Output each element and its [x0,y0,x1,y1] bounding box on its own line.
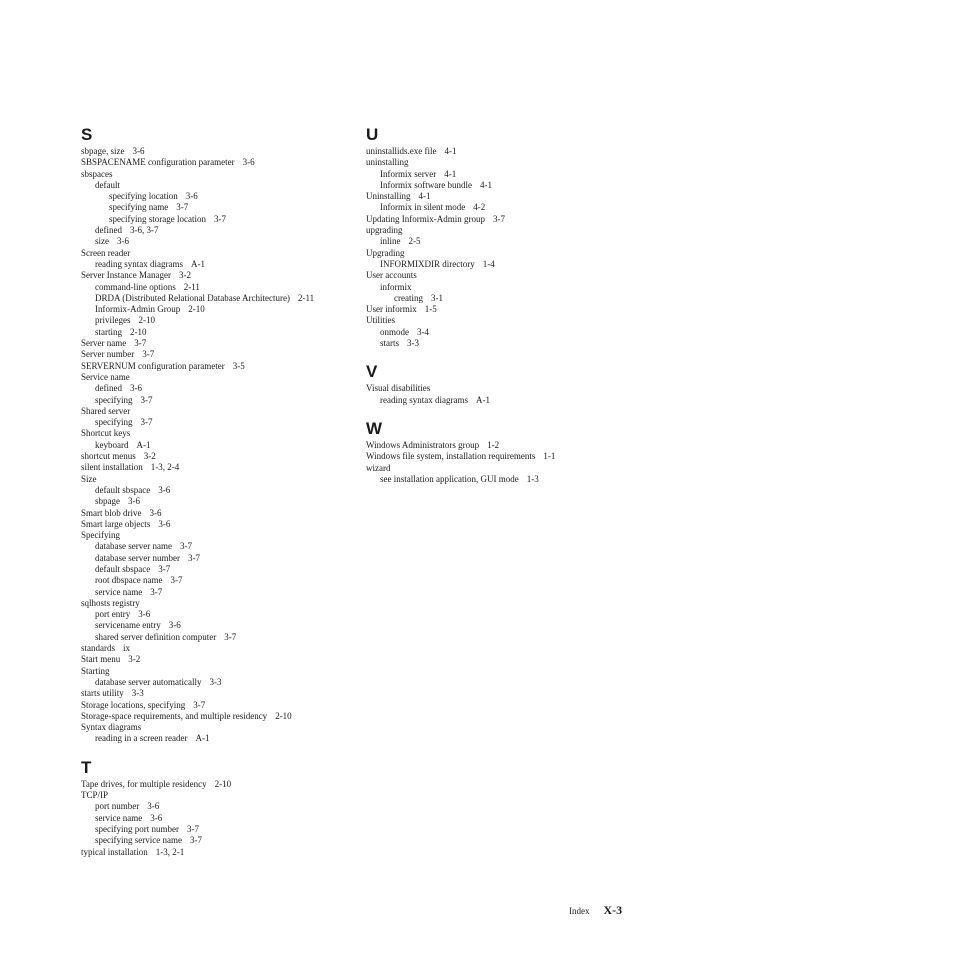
entry-term: Upgrading [366,247,405,258]
entry-term: onmode [380,326,409,337]
entry-page-ref: 3-2 [128,654,141,665]
index-entry [366,440,646,451]
index-entry [81,666,351,677]
entry-page-ref: 3-7 [140,394,153,405]
index-entry [366,157,646,168]
index-entry [81,146,351,157]
entry-page-ref: 3-7 [492,213,505,224]
index-entry [81,372,351,383]
entry-term: Specifying [81,530,120,541]
entry-term: default sbspace [95,484,151,495]
index-subentry [81,824,351,835]
entry-term: shortcut menus [81,451,136,462]
index-subentry [366,169,646,180]
entry-term: creating [394,292,423,303]
index-entry [81,722,351,733]
entry-term: Smart large objects [81,518,151,529]
entry-page-ref: 3-7 [142,349,155,360]
entry-page-ref: 2-11 [183,281,200,292]
page-footer [569,901,622,919]
entry-term: User informix [366,304,417,315]
index-entry [81,248,351,259]
index-entry [81,598,351,609]
entry-term: standards [81,643,115,654]
entry-page-ref: 3-7 [150,586,163,597]
entry-term: Informix server [380,168,437,179]
index-subentry [366,259,646,270]
entry-page-ref: 3-6 [132,146,145,156]
entry-page-ref: 3-7 [186,823,199,834]
entry-term: INFORMIXDIR directory [380,258,475,269]
entry-page-ref: 3-7 [193,699,206,710]
index-subentry [81,620,351,631]
entry-term: sbpage [95,496,120,507]
section-letter: T [81,757,92,777]
index-entry-list [366,146,646,349]
entry-term: specifying [95,417,133,428]
index-subentry [81,632,351,643]
index-entry [81,790,351,801]
entry-term: database server name [95,541,172,552]
entry-term: Informix software bundle [380,179,472,190]
entry-term: Visual disabilities [366,383,431,394]
entry-term: Shortcut keys [81,428,131,439]
entry-page-ref: 3-6, 3-7 [130,225,159,236]
entry-page-ref: 2-10 [130,326,147,337]
entry-page-ref: 3-6 [117,236,129,247]
entry-term: Size [81,473,97,484]
entry-page-ref: 3-6 [158,484,171,495]
index-entry [81,361,351,372]
index-subentry [366,338,646,349]
entry-term: wizard [366,462,391,473]
index-subentry [81,496,351,507]
entry-page-ref: 2-10 [138,315,155,326]
entry-page-ref: 4-2 [473,202,486,213]
entry-term: SERVERNUM configuration parameter [81,360,225,371]
index-section-u [366,125,646,349]
index-subentry [81,813,351,824]
entry-term: sbpage, size [81,146,125,156]
entry-page-ref: 3-6 [128,496,140,507]
index-entry [81,270,351,281]
entry-term: uninstallids.exe file [366,146,437,156]
index-entry-list [366,440,646,485]
index-subentry [81,564,351,575]
index-subentry [366,395,646,406]
entry-term: Informix in silent mode [380,202,466,213]
entry-term: Tape drives, for multiple residency [81,778,207,789]
entry-term: Start menu [81,654,121,665]
entry-term: Service name [81,371,130,382]
entry-page-ref: 3-6 [242,157,255,168]
entry-page-ref: A-1 [195,733,210,744]
entry-term: specifying port number [95,823,179,834]
entry-term: privileges [95,315,131,326]
entry-term: User accounts [366,270,417,281]
entry-term: starts utility [81,688,124,699]
entry-term: size [95,236,109,247]
index-entry [366,146,646,157]
entry-term: port number [95,801,140,812]
index-subentry [81,327,351,338]
index-entry [81,338,351,349]
index-entry [366,191,646,202]
index-subentry [81,282,351,293]
index-subentry [81,180,351,191]
index-subentry [81,417,351,428]
entry-term: sbspaces [81,168,113,179]
entry-term: Server name [81,338,127,349]
entry-term: TCP/IP [81,790,109,801]
entry-page-ref: 3-7 [140,417,153,428]
entry-term: Syntax diagrams [81,722,142,733]
entry-term: default [95,179,120,190]
entry-term: default sbspace [95,563,151,574]
index-subentry [81,315,351,326]
entry-term: specifying location [109,191,178,202]
entry-page-ref: 4-1 [444,146,457,156]
index-subentry [81,236,351,247]
entry-term: Storage-space requirements, and multiple residency [81,710,268,721]
entry-page-ref: 3-6 [138,609,151,620]
index-section-s [81,125,351,745]
entry-term: sqlhosts registry [81,597,140,608]
entry-term: database server automatically [95,676,202,687]
index-entry [81,462,351,473]
entry-term: defined [95,383,122,394]
entry-term: silent installation [81,462,143,473]
index-entry [81,530,351,541]
entry-term: DRDA (Distributed Relational Database Architecture) [95,292,290,303]
index-subentry [81,214,351,225]
section-letter: V [366,362,378,382]
index-subentry [81,440,351,451]
index-column-right [366,125,646,498]
entry-page-ref: 3-6 [150,812,163,823]
index-entry [81,428,351,439]
index-entry [81,688,351,699]
index-subentry [366,293,646,304]
index-entry [81,474,351,485]
index-entry [81,519,351,530]
entry-page-ref: 3-7 [170,575,183,586]
entry-term: specifying [95,394,133,405]
index-subentry [81,609,351,620]
index-entry [81,349,351,360]
entry-page-ref: A-1 [190,258,205,269]
index-subentry [81,835,351,846]
entry-term: Starting [81,665,110,676]
index-subentry [366,180,646,191]
entry-term: Windows file system, installation requirements [366,451,536,462]
entry-page-ref: ix [123,643,131,654]
entry-page-ref: 3-7 [213,213,226,224]
entry-page-ref: 3-7 [134,338,147,349]
index-entry [366,248,646,259]
entry-page-ref: 3-7 [176,202,189,213]
entry-term: Smart blob drive [81,507,142,518]
entry-page-ref: 3-6 [185,191,198,202]
index-subentry [81,485,351,496]
entry-term: specifying storage location [109,213,206,224]
footer-page-number: X-3 [603,903,623,917]
entry-term: typical installation [81,846,148,857]
entry-term: Informix-Admin Group [95,304,181,315]
index-entry [81,169,351,180]
entry-term: inline [380,236,401,247]
entry-term: shared server definition computer [95,631,217,642]
entry-term: servicename entry [95,620,161,631]
entry-term: Screen reader [81,247,131,258]
section-letter: S [81,125,93,144]
index-subentry [81,191,351,202]
entry-term: Server number [81,349,135,360]
index-entry [81,157,351,168]
footer-label: Index [569,906,590,916]
index-subentry [81,383,351,394]
index-section-v [366,362,646,406]
entry-term: starts [380,338,399,349]
entry-term: root dbspace name [95,575,163,586]
entry-term: Shared server [81,405,131,416]
entry-term: Server Instance Manager [81,270,171,281]
index-entry [366,315,646,326]
entry-page-ref: 3-7 [179,541,192,552]
index-entry [81,451,351,462]
index-subentry [366,327,646,338]
entry-page-ref: 3-5 [232,360,245,371]
section-letter: U [366,125,379,144]
index-entry [366,270,646,281]
index-subentry [81,733,351,744]
entry-page-ref: A-1 [475,394,490,405]
entry-page-ref: 4-1 [444,168,457,179]
entry-page-ref: 2-11 [297,292,315,303]
index-entry [366,304,646,315]
entry-page-ref: 3-7 [224,631,237,642]
index-entry [366,225,646,236]
entry-term: specifying name [109,202,169,213]
entry-term: reading syntax diagrams [95,258,183,269]
entry-page-ref: A-1 [136,439,151,450]
index-entry-list [81,146,351,745]
entry-page-ref: 4-1 [418,191,431,202]
entry-page-ref: 1-3, 2-1 [155,846,185,857]
index-subentry [81,304,351,315]
entry-page-ref: 3-3 [131,688,144,699]
index-subentry [366,282,646,293]
index-entry [81,847,351,858]
entry-page-ref: 3-6 [168,620,181,631]
entry-page-ref: 3-6 [130,383,142,394]
index-section-w [366,419,646,485]
index-entry [366,463,646,474]
entry-page-ref: 3-7 [189,835,202,846]
entry-term: upgrading [366,225,403,236]
entry-term: Updating Informix-Admin group [366,213,485,224]
index-entry [366,383,646,394]
index-subentry [81,553,351,564]
index-entry-list [366,383,646,406]
entry-page-ref: 1-5 [424,304,437,315]
index-entry-list [81,779,351,858]
entry-term: Windows Administrators group [366,439,480,450]
index-entry [366,451,646,462]
index-subentry [81,202,351,213]
entry-term: port entry [95,609,131,620]
index-subentry [81,801,351,812]
index-entry [81,508,351,519]
entry-term: informix [380,281,412,292]
entry-term: SBSPACENAME configuration parameter [81,157,235,168]
index-subentry [366,202,646,213]
index-entry [366,214,646,225]
entry-term: Uninstalling [366,191,411,202]
entry-term: service name [95,812,143,823]
entry-page-ref: 1-3, 2-4 [150,462,180,473]
entry-page-ref: 3-6 [147,801,160,812]
index-subentry [81,587,351,598]
entry-term: defined [95,225,122,236]
index-subentry [81,677,351,688]
entry-page-ref: 4-1 [479,179,492,190]
entry-page-ref: 1-3 [526,473,539,484]
index-subentry [81,575,351,586]
entry-page-ref: 3-6 [158,518,171,529]
entry-term: Utilities [366,315,395,326]
index-subentry [366,474,646,485]
index-entry [81,406,351,417]
entry-page-ref: 2-10 [275,710,292,721]
entry-term: reading syntax diagrams [380,394,468,405]
entry-term: uninstalling [366,157,409,168]
entry-page-ref: 3-7 [158,563,171,574]
index-section-t [81,758,351,858]
entry-term: command-line options [95,281,176,292]
entry-page-ref: 1-4 [482,258,495,269]
entry-term: reading in a screen reader [95,733,188,744]
entry-page-ref: 3-3 [209,676,222,687]
entry-page-ref: 3-1 [430,292,443,303]
index-subentry [81,541,351,552]
entry-term: Storage locations, specifying [81,699,186,710]
entry-term: database server number [95,552,180,563]
entry-term: see installation application, GUI mode [380,473,519,484]
index-subentry [81,225,351,236]
entry-term: service name [95,586,143,597]
entry-page-ref: 3-2 [143,451,156,462]
index-entry [81,711,351,722]
entry-term: specifying service name [95,835,182,846]
index-subentry [81,395,351,406]
index-entry [81,779,351,790]
index-subentry [81,293,351,304]
entry-page-ref: 3-6 [149,507,162,518]
entry-page-ref: 2-10 [214,778,232,789]
entry-page-ref: 3-7 [187,552,200,563]
entry-page-ref: 2-5 [408,236,421,247]
index-entry [81,700,351,711]
entry-page-ref: 3-2 [178,270,191,281]
index-subentry [81,259,351,270]
entry-page-ref: 2-10 [188,304,205,315]
index-column-left [81,125,351,871]
section-letter: W [366,418,383,438]
entry-page-ref: 3-3 [407,338,419,349]
entry-term: keyboard [95,439,129,450]
entry-term: starting [95,326,122,337]
entry-page-ref: 1-2 [487,439,500,450]
entry-page-ref: 1-1 [543,451,556,462]
entry-page-ref: 3-4 [417,326,429,337]
index-entry [81,643,351,654]
index-entry [81,654,351,665]
index-subentry [366,236,646,247]
